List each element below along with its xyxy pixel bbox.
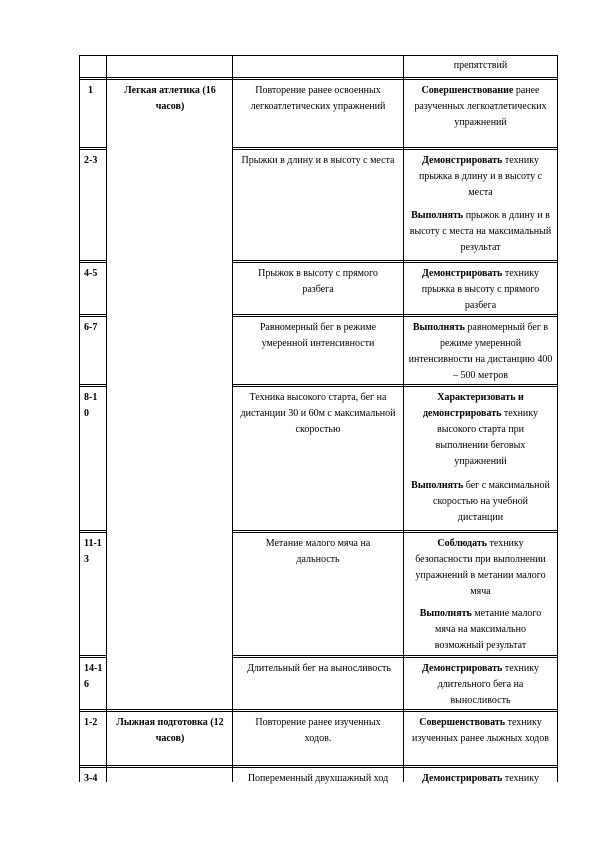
topic-cell: Попеременный двухшажный ход bbox=[247, 773, 389, 784]
column-divider bbox=[232, 55, 233, 782]
activity-cell: Демонстрировать технику длительного бега на выносливость bbox=[422, 663, 539, 706]
topic-cell: Прыжок в высоту с прямого разбега bbox=[258, 268, 378, 295]
activity-cell: Демонстрировать технику прыжка в длину и в высоту с места bbox=[418, 155, 543, 198]
row-divider bbox=[232, 530, 558, 531]
row-divider bbox=[79, 55, 558, 56]
row-divider bbox=[232, 316, 558, 317]
row-divider bbox=[79, 655, 106, 656]
lesson-number: 4-5 bbox=[84, 268, 98, 279]
lesson-number: 8-10 bbox=[84, 392, 98, 419]
row-divider bbox=[79, 711, 558, 712]
lesson-number: 11-13 bbox=[84, 538, 102, 565]
topic-cell: Повторение ранее изученных ходов. bbox=[255, 717, 381, 744]
lesson-number: 14-16 bbox=[84, 663, 103, 690]
row-divider bbox=[79, 262, 106, 263]
lesson-number: 1-2 bbox=[84, 717, 98, 728]
row-divider bbox=[232, 532, 558, 533]
row-divider bbox=[79, 314, 106, 315]
activity-cell: препятствий bbox=[453, 60, 508, 71]
activity-cell: Совершенствование ранее разученных легкоатлетических упражнений bbox=[414, 85, 547, 128]
row-divider bbox=[79, 530, 106, 531]
topic-cell: Повторение ранее освоенных легкоатлетических упражнений bbox=[250, 85, 386, 112]
activity-cell: Выполнять равномерный бег в режиме умеренной интенсивности на дистанцию 400 – 500 метров bbox=[408, 322, 553, 381]
row-divider bbox=[79, 79, 558, 80]
section-title: Лыжная подготовка (12 часов) bbox=[116, 717, 224, 744]
activity-cell: Совершенствовать технику изученных ранее лыжных ходов bbox=[412, 717, 549, 744]
row-divider bbox=[79, 765, 558, 766]
column-divider bbox=[403, 55, 404, 782]
row-divider bbox=[232, 386, 558, 387]
topic-cell: Длительный бег на выносливость bbox=[247, 663, 391, 674]
row-divider bbox=[79, 386, 106, 387]
row-divider bbox=[79, 77, 558, 78]
topic-cell: Метание малого мяча на дальность bbox=[265, 538, 371, 565]
table-border-left bbox=[79, 55, 80, 782]
activity-cell: Характеризовать и демонстрировать технику высокого старта при выполнении беговых упражнений bbox=[423, 392, 538, 467]
activity-cell: Соблюдать технику безопасности при выполнении упражнений в метании малого мяча bbox=[415, 538, 546, 597]
lesson-number: 6-7 bbox=[84, 322, 98, 333]
section-title: Легкая атлетика (16 часов) bbox=[124, 85, 216, 112]
row-divider bbox=[232, 262, 558, 263]
row-divider bbox=[79, 260, 106, 261]
lesson-number: 3-4 bbox=[84, 773, 98, 784]
row-divider bbox=[232, 655, 558, 656]
activity-cell: Выполнять прыжок в длину и в высоту с места на максимальный результат bbox=[409, 210, 552, 253]
row-divider bbox=[232, 314, 558, 315]
activity-cell: Выполнять бег с максимальной скоростью на учебной дистанции bbox=[411, 480, 550, 523]
lesson-number: 1 bbox=[88, 85, 93, 96]
row-divider bbox=[232, 260, 558, 261]
row-divider bbox=[232, 147, 558, 148]
activity-cell: Выполнять метание малого мяча на максимально возможный результат bbox=[419, 608, 542, 651]
table-border-right bbox=[557, 55, 558, 782]
row-divider bbox=[79, 149, 106, 150]
lesson-number: 2-3 bbox=[84, 155, 98, 166]
row-divider bbox=[79, 767, 558, 768]
row-divider bbox=[232, 657, 558, 658]
row-divider bbox=[232, 149, 558, 150]
topic-cell: Техника высокого старта, бег на дистанции 30 и 60м с максимальной скоростью bbox=[240, 392, 396, 435]
row-divider bbox=[79, 384, 106, 385]
row-divider bbox=[79, 532, 106, 533]
topic-cell: Прыжки в длину и в высоту с места bbox=[241, 155, 395, 166]
activity-cell: Демонстрировать технику bbox=[422, 773, 539, 784]
row-divider bbox=[79, 709, 558, 710]
row-divider bbox=[79, 147, 106, 148]
row-divider bbox=[79, 316, 106, 317]
row-divider bbox=[79, 657, 106, 658]
row-divider bbox=[232, 384, 558, 385]
activity-cell: Демонстрировать технику прыжка в высоту с прямого разбега bbox=[421, 268, 540, 311]
topic-cell: Равномерный бег в режиме умеренной интенсивности bbox=[259, 322, 377, 349]
column-divider bbox=[106, 55, 107, 782]
